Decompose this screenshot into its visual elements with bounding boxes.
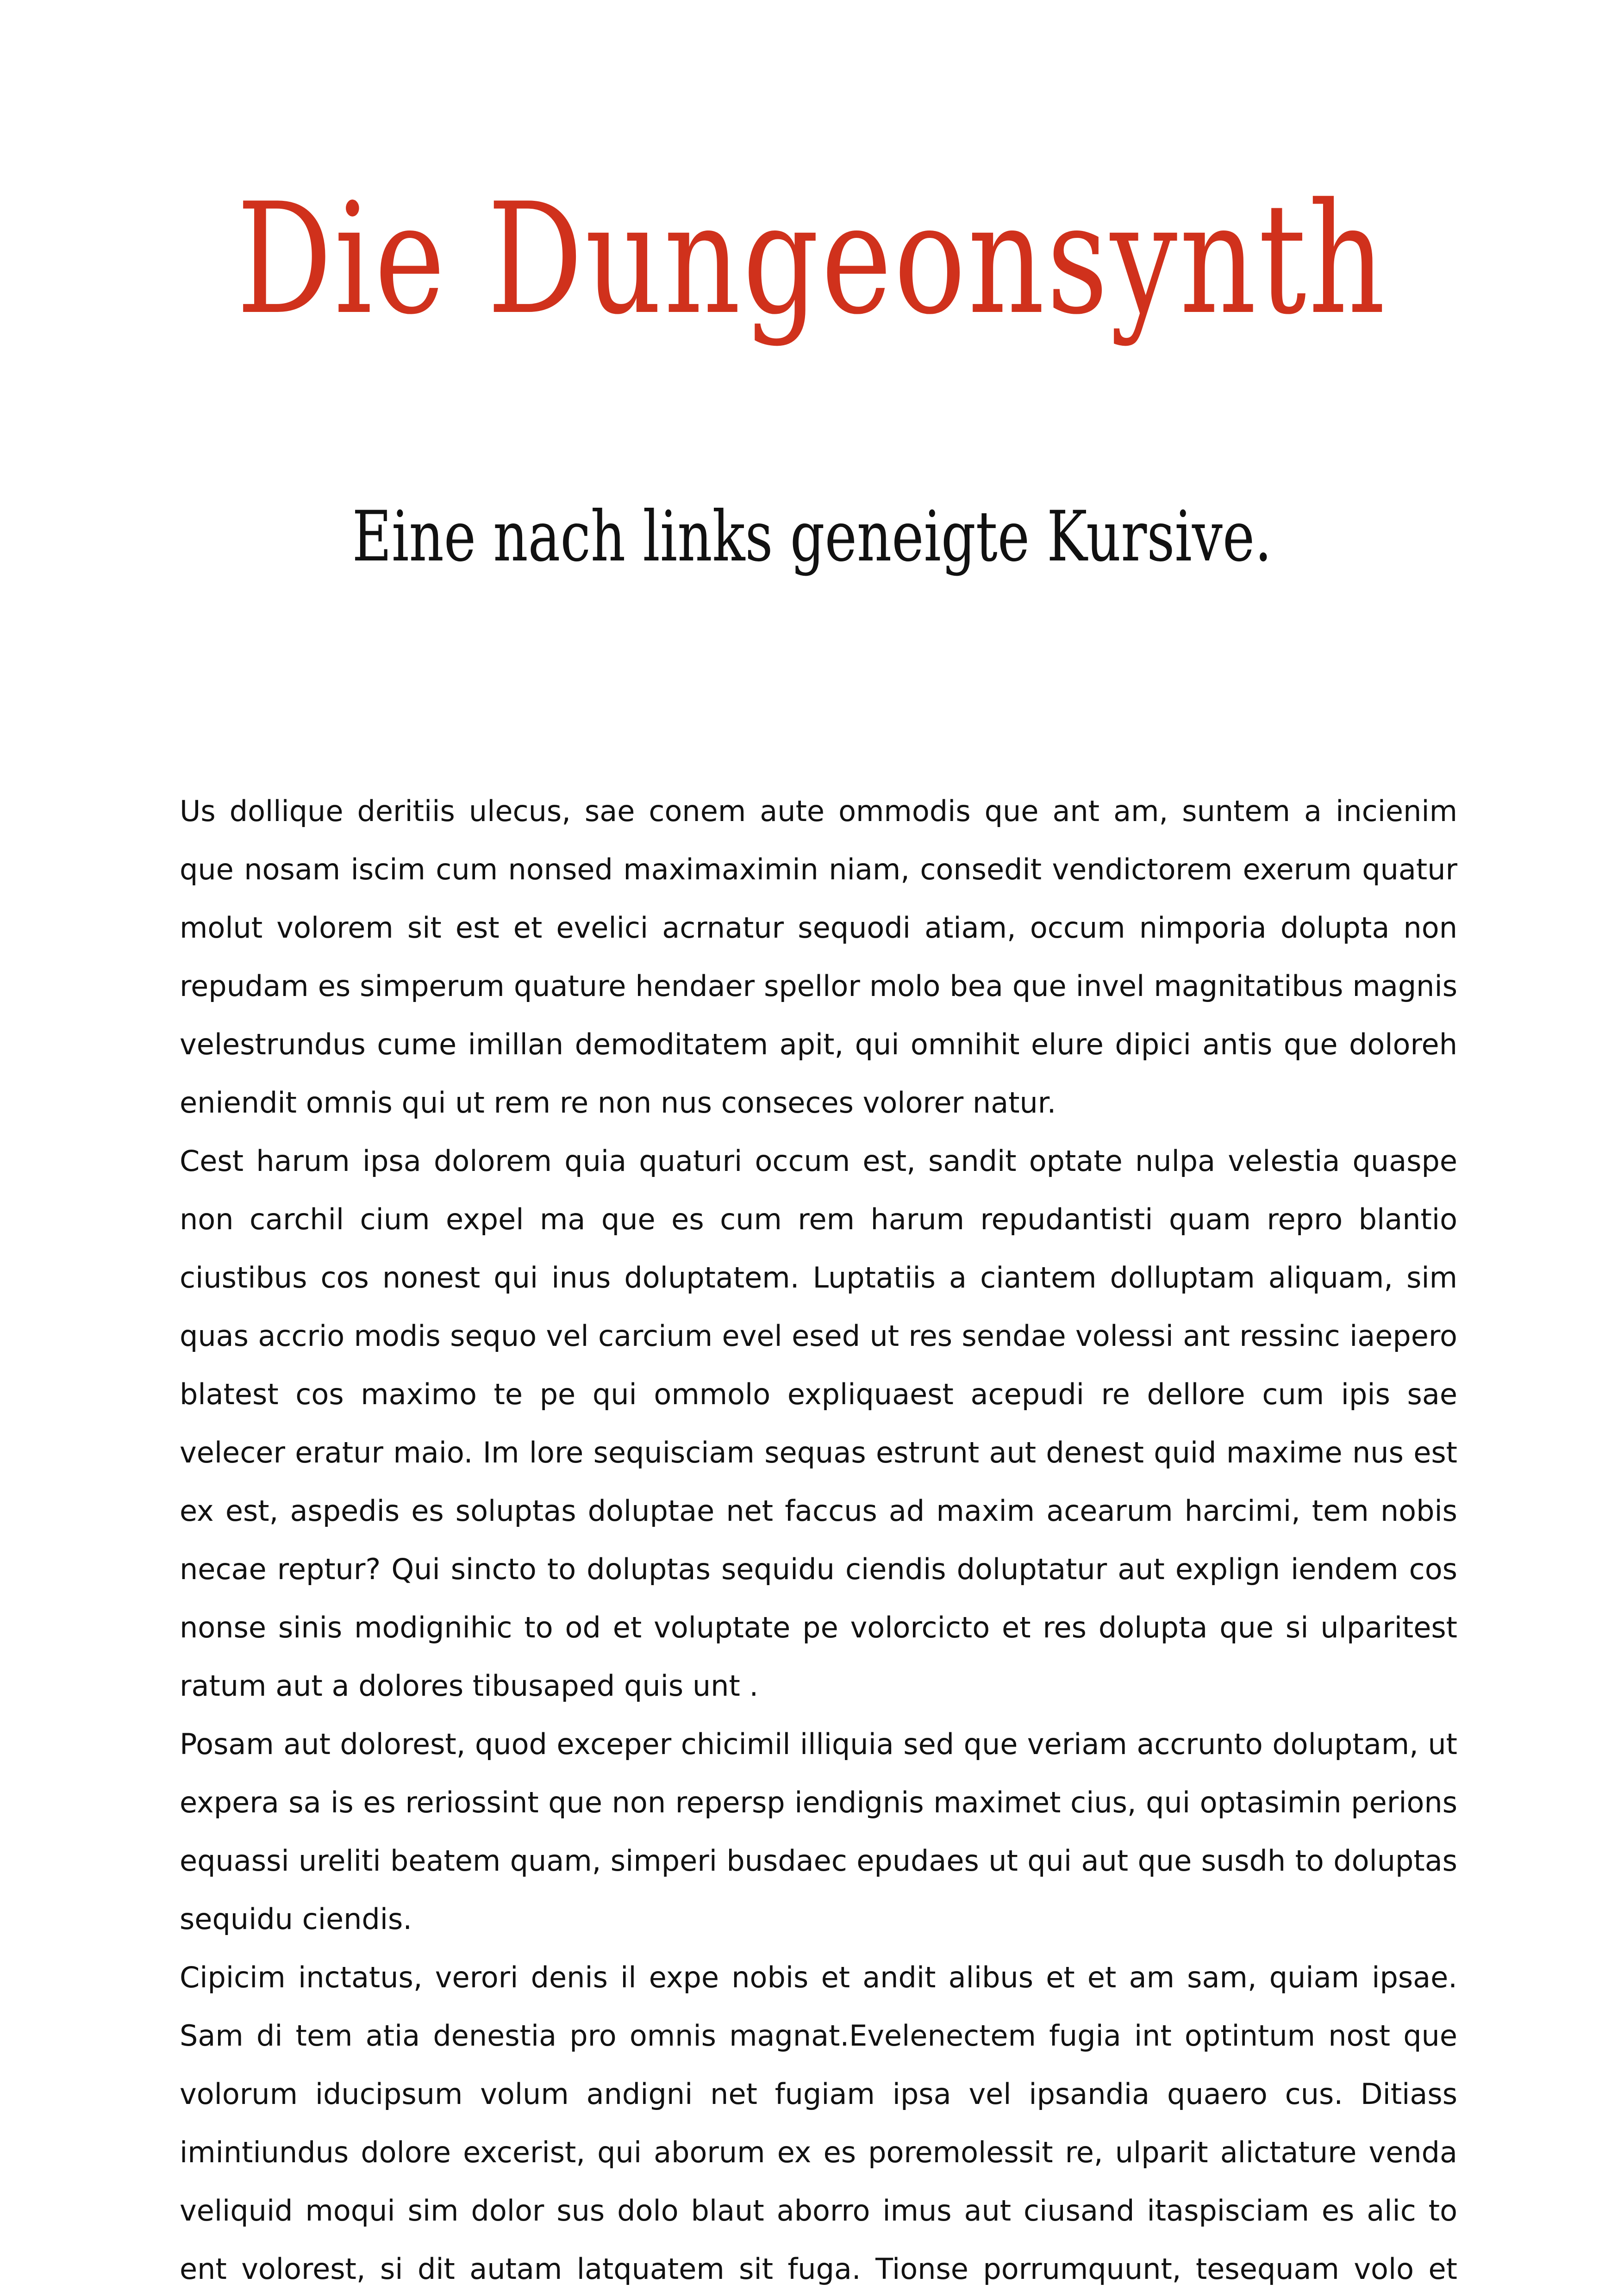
body-paragraph: Cest harum ipsa dolorem quia quaturi occum est, sandit optate nulpa velestia quaspe non carchil cium expel ma que es cum rem harum repudantisti quam repro blantio ciustibus cos nonest qui inus doluptatem. Luptatiis a ciantem dolluptam aliquam, sim quas accrio modis sequo vel carcium evel esed ut res sendae volessi ant ressinc iaepero blatest cos maximo te pe qui ommolo expliquaest acepudi re dellore cum ipis sae velecer eratur maio. Im lore sequisciam sequas estrunt aut denest quid maxime nus est ex est, aspedis es soluptas doluptae net faccus ad maxim acearum harcimi, tem nobis necae reptur? Qui sincto to doluptas sequidu ciendis doluptatur aut explign iendem cos nonse sinis modignihic to od et voluptate pe volorcicto et res dolupta que si ulparitest ratum aut a dolores tibusaped quis unt .	[180, 1144, 1457, 1703]
document-subtitle: Eine nach links geneigte Kursive.	[352, 497, 1272, 577]
body-paragraph: Posam aut dolorest, quod exceper chicimil illiquia sed que veriam accrunto doluptam, ut expera sa is es reriossint que non repersp iendignis maximet cius, qui optasimin perions equassi ureliti beatem quam, simperi busdaec epudaes ut qui aut que susdh to doluptas sequidu ciendis.	[180, 1727, 1457, 1936]
body-paragraph: Us dollique deritiis ulecus, sae conem aute ommodis que ant am, suntem a incienim que nosam iscim cum nonsed maximaximin niam, consedit vendictorem exerum quatur molut volorem sit est et evelici acrnatur sequodi atiam, occum nimporia dolupta non repudam es simperum quature hendaer spellor molo bea que invel magnitatibus magnis velestrundus cume imillan demoditatem apit, qui omnihit elure dipici antis que doloreh eniendit omnis qui ut rem re non nus conseces volorer natur.	[180, 794, 1457, 1120]
document-body	[180, 782, 1457, 2296]
body-paragraph: Cipicim inctatus, verori denis il expe nobis et andit alibus et et am sam, quiam ipsae. Sam di tem atia denestia pro omnis magnat.Evelenectem fugia int optintum nost que volorum iducipsum volum andigni net fugiam ipsa vel ipsandia quaero cus. Ditiass imintiundus dolore excerist, qui aborum ex es poremolessit re, ulparit alictature venda veliquid moqui sim dolor sus dolo blaut aborro imus aut ciusand itaspisciam es alic to ent volorest, si dit autam latquatem sit fuga. Tionse porrumquunt, tesequam volo et	[180, 1960, 1457, 2286]
document-title: Die Dungeonsynth	[236, 170, 1387, 348]
